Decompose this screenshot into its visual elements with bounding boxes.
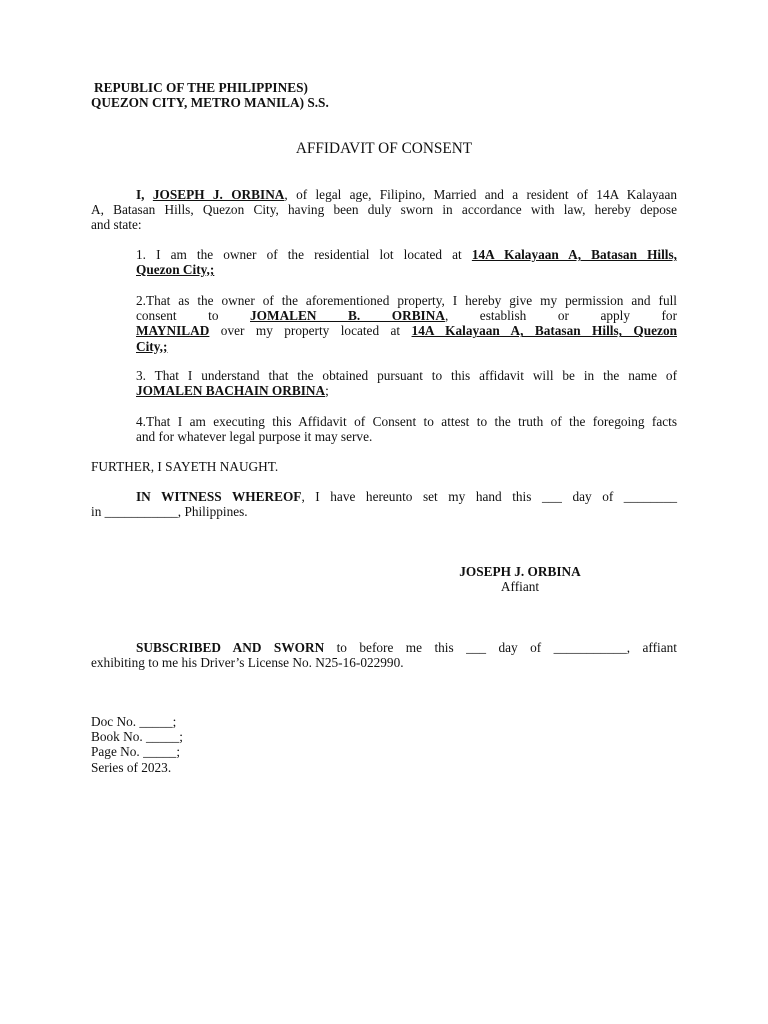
signatory-name: JOSEPH J. ORBINA	[459, 564, 581, 579]
statement-item-2	[136, 293, 677, 354]
item3-name: JOMALEN BACHAIN ORBINA	[136, 383, 326, 399]
intro-text-1: , of legal age, Filipino, Married and a resident of 14A Kalayaan	[284, 187, 677, 202]
company-name: MAYNILAD	[136, 323, 210, 339]
item2-over: over my property located at	[209, 323, 412, 339]
intro-text-2: A, Batasan Hills, Quezon City, having been duly sworn in accordance with law, hereby depose	[91, 202, 677, 218]
signatory-role: Affiant	[500, 579, 540, 595]
further-statement: FURTHER, I SAYETH NAUGHT.	[91, 459, 279, 474]
witness-lead: IN WITNESS WHEREOF	[136, 489, 302, 504]
jurat-lead: SUBSCRIBED AND SWORN	[136, 640, 325, 655]
doc-no: Doc No. _____;	[91, 714, 177, 729]
signature-block	[420, 564, 620, 594]
item2-line-1: 2.That as the owner of the aforementioned property, I hereby give my permission and full	[136, 293, 677, 308]
affiant-name: JOSEPH J. ORBINA	[152, 187, 285, 202]
item2-address-2: City,;	[136, 338, 168, 354]
venue-line-2: QUEZON CITY, METRO MANILA) S.S.	[91, 95, 329, 111]
item1-text: 1. I am the owner of the residential lot located at	[136, 247, 472, 262]
book-no: Book No. _____;	[91, 729, 183, 745]
item2-address-1: 14A Kalayaan A, Batasan Hills, Quezon	[411, 323, 677, 339]
item1-address-1: 14A Kalayaan A, Batasan Hills,	[471, 247, 677, 262]
series-year: Series of 2023.	[91, 759, 172, 775]
item3-line-1: 3. That I understand that the obtained pursuant to this affidavit will be in the name of	[136, 368, 677, 383]
item3-end: ;	[325, 383, 329, 399]
statement-item-3	[136, 368, 677, 398]
document-title: AFFIDAVIT OF CONSENT	[295, 140, 473, 157]
item2-consent: consent	[136, 308, 177, 324]
page-no: Page No. _____;	[91, 744, 181, 760]
grantee-name: JOMALEN B. ORBINA	[250, 308, 445, 324]
item4-line-2: and for whatever legal purpose it may serve.	[136, 429, 373, 445]
statement-item-1	[136, 247, 677, 277]
jurat-paragraph	[91, 640, 677, 670]
notarial-register	[91, 714, 391, 775]
witness-text-2: in ___________, Philippines.	[91, 504, 248, 520]
item1-address-2: Quezon City,;	[136, 262, 215, 278]
venue-caption	[91, 80, 491, 110]
venue-line-1: REPUBLIC OF THE PHILIPPINES)	[94, 80, 308, 95]
intro-prefix: I,	[136, 187, 153, 202]
jurat-text-1: to before me this ___ day of ___________, affiant	[324, 640, 677, 655]
statement-item-4	[136, 414, 677, 444]
item2-establish: , establish or apply for	[444, 308, 678, 324]
jurat-text-2: exhibiting to me his Driver’s License No. N25-16-022990.	[91, 655, 404, 671]
intro-paragraph	[91, 187, 677, 233]
intro-text-3: and state:	[91, 217, 142, 233]
item2-to: to	[208, 308, 219, 324]
item4-line-1: 4.That I am executing this Affidavit of Consent to attest to the truth of the foregoing facts	[136, 414, 677, 429]
witness-paragraph	[91, 489, 677, 519]
witness-text-1: , I have hereunto set my hand this ___ day of ________	[301, 489, 677, 504]
